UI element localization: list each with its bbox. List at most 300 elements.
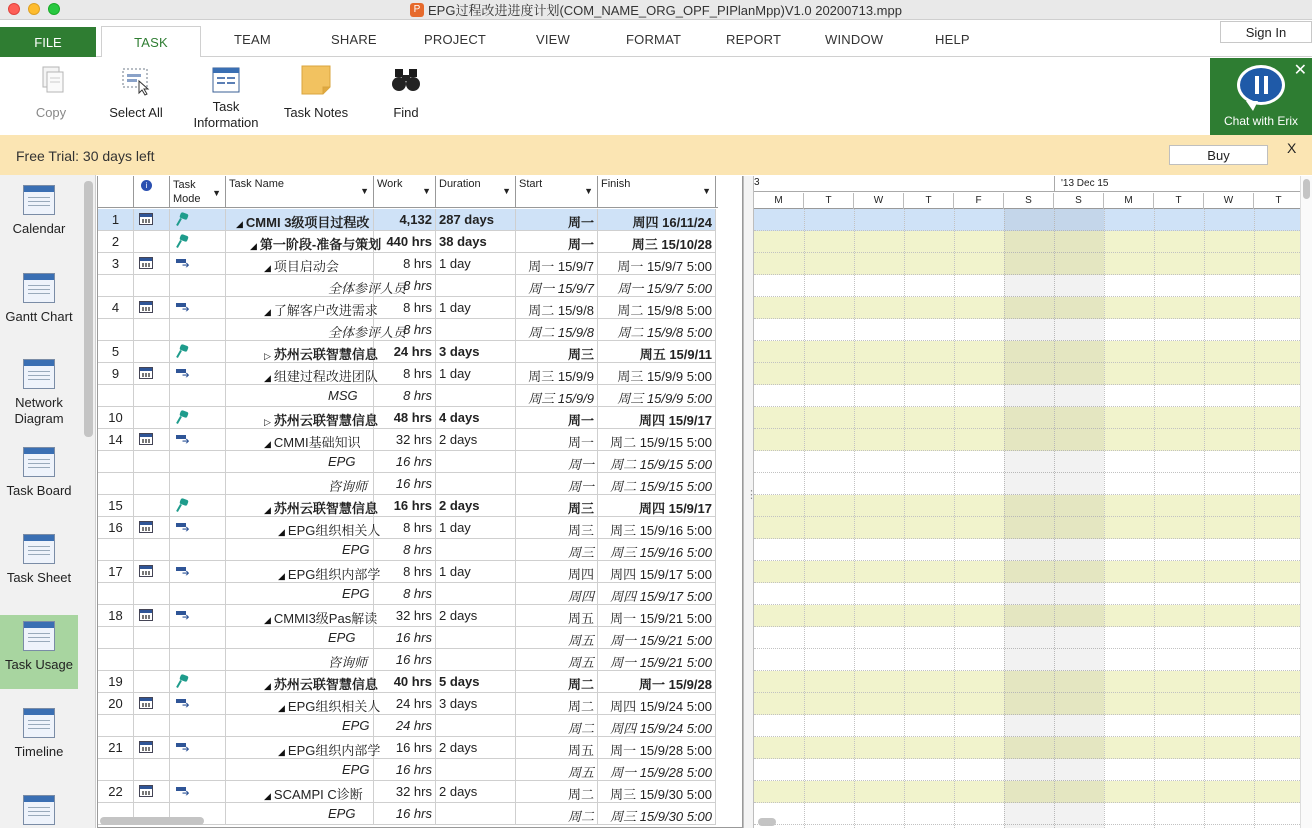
cell-indicators xyxy=(134,759,170,781)
vertical-scrollbar[interactable] xyxy=(1300,176,1312,828)
cell-task-name[interactable] xyxy=(226,385,374,407)
collapse-icon[interactable]: ◢ xyxy=(250,241,257,251)
cell-finish[interactable]: 周一 15/9/21 5:00 xyxy=(598,605,716,627)
cell-start[interactable]: 周一 xyxy=(516,231,598,253)
trial-banner xyxy=(0,135,1312,175)
cell-task-name[interactable] xyxy=(226,671,378,693)
cell-work[interactable]: 24 hrs xyxy=(374,693,436,715)
task-usage-icon xyxy=(23,621,55,651)
table-row[interactable] xyxy=(98,781,716,803)
cell-work[interactable]: 16 hrs xyxy=(374,451,436,473)
cell-task-name[interactable] xyxy=(226,275,407,297)
cell-finish[interactable]: 周四 15/9/24 5:00 xyxy=(598,715,716,737)
cell-duration[interactable]: 4 days xyxy=(436,407,516,429)
cell-work[interactable]: 48 hrs xyxy=(374,407,436,429)
close-window-button[interactable] xyxy=(8,3,20,15)
cell-task-name[interactable] xyxy=(226,231,382,253)
cell-task-name[interactable] xyxy=(226,407,378,429)
cell-start[interactable]: 周一 xyxy=(516,473,598,495)
cell-work[interactable]: 8 hrs xyxy=(374,253,436,275)
cell-start[interactable]: 周五 xyxy=(516,649,598,671)
chat-with-erix-button[interactable] xyxy=(1210,58,1312,135)
cell-duration[interactable] xyxy=(436,583,516,605)
header-id[interactable] xyxy=(98,176,134,208)
cell-duration[interactable]: 1 day xyxy=(436,253,516,275)
grid-horizontal-scrollbar[interactable] xyxy=(100,817,204,825)
cell-task-mode[interactable] xyxy=(170,539,226,561)
window-title xyxy=(410,0,902,19)
header-finish[interactable] xyxy=(598,176,716,208)
cell-finish[interactable]: 周二 15/9/15 5:00 xyxy=(598,473,716,495)
task-notes-label: Task Notes xyxy=(283,105,349,120)
cell-start[interactable]: 周三 xyxy=(516,539,598,561)
cell-task-name[interactable] xyxy=(226,759,374,781)
cell-duration[interactable]: 1 day xyxy=(436,561,516,583)
dropdown-arrow-icon[interactable]: ▼ xyxy=(212,188,221,198)
task-name-text: EPG组织相关人 xyxy=(287,523,381,538)
cell-task-mode[interactable] xyxy=(170,275,226,297)
table-row[interactable] xyxy=(98,297,716,319)
calendar-indicator-icon xyxy=(139,741,153,753)
cell-work[interactable]: 8 hrs xyxy=(374,561,436,583)
cell-duration[interactable] xyxy=(436,451,516,473)
cell-work[interactable]: 16 hrs xyxy=(374,737,436,759)
table-row[interactable] xyxy=(98,209,716,231)
table-row[interactable] xyxy=(98,407,716,429)
cell-start[interactable]: 周一 xyxy=(516,209,598,231)
cell-finish[interactable]: 周二 15/9/15 5:00 xyxy=(598,429,716,451)
cell-task-mode[interactable] xyxy=(170,583,226,605)
cell-task-mode[interactable] xyxy=(170,627,226,649)
cell-task-name[interactable] xyxy=(226,429,374,451)
header-indicators[interactable] xyxy=(134,176,170,208)
cell-task-mode[interactable] xyxy=(170,495,226,517)
table-row[interactable] xyxy=(98,319,716,341)
cell-finish[interactable]: 周四 15/9/17 xyxy=(598,407,716,429)
collapse-icon[interactable]: ◢ xyxy=(264,615,271,625)
collapse-icon[interactable]: ◢ xyxy=(264,373,271,383)
cell-finish[interactable]: 周一 15/9/7 5:00 xyxy=(598,253,716,275)
collapse-icon[interactable]: ◢ xyxy=(278,571,285,581)
cell-work[interactable]: 16 hrs xyxy=(374,473,436,495)
cell-duration[interactable] xyxy=(436,627,516,649)
table-row[interactable] xyxy=(98,693,716,715)
cell-task-name[interactable] xyxy=(226,693,381,715)
cell-work[interactable]: 16 hrs xyxy=(374,759,436,781)
task-name-text: 咨询师 xyxy=(328,479,368,494)
cell-work[interactable]: 16 hrs xyxy=(374,495,436,517)
table-row[interactable] xyxy=(98,231,716,253)
find-button[interactable] xyxy=(388,57,424,120)
cell-start[interactable]: 周五 xyxy=(516,627,598,649)
table-row[interactable] xyxy=(98,627,716,649)
cell-start[interactable]: 周二 xyxy=(516,803,598,825)
cell-start[interactable]: 周一 15/9/7 xyxy=(516,275,598,297)
cell-work[interactable]: 8 hrs xyxy=(374,363,436,385)
cell-task-name[interactable] xyxy=(226,803,374,825)
cell-indicators xyxy=(134,583,170,605)
cell-work[interactable]: 16 hrs xyxy=(374,627,436,649)
cell-finish[interactable]: 周三 15/9/9 5:00 xyxy=(598,385,716,407)
cell-task-mode[interactable] xyxy=(170,297,226,319)
cell-duration[interactable] xyxy=(436,275,516,297)
pane-splitter[interactable] xyxy=(743,176,754,828)
view-label: Task Board xyxy=(6,483,72,498)
view-label: Calendar xyxy=(12,221,66,236)
table-row[interactable] xyxy=(98,539,716,561)
header-task-name[interactable] xyxy=(226,176,374,208)
collapse-icon[interactable]: ◢ xyxy=(236,219,243,229)
cell-finish[interactable]: 周三 15/9/30 5:00 xyxy=(598,803,716,825)
cell-start[interactable]: 周三 xyxy=(516,495,598,517)
auto-scheduled-icon xyxy=(176,302,192,314)
view-task-usage[interactable] xyxy=(0,615,78,689)
cell-finish[interactable]: 周一 15/9/21 5:00 xyxy=(598,649,716,671)
header-duration[interactable] xyxy=(436,176,516,208)
cell-task-name[interactable] xyxy=(226,451,374,473)
cell-task-name[interactable] xyxy=(226,649,374,671)
cell-finish[interactable]: 周三 15/9/16 5:00 xyxy=(598,539,716,561)
cell-work[interactable]: 16 hrs xyxy=(374,649,436,671)
cell-id: 3 xyxy=(98,253,134,275)
cell-work[interactable]: 32 hrs xyxy=(374,605,436,627)
cell-duration[interactable]: 287 days xyxy=(436,209,516,231)
cell-start[interactable]: 周三 xyxy=(516,341,598,363)
window-controls xyxy=(8,3,60,15)
cell-task-mode[interactable] xyxy=(170,715,226,737)
cell-finish[interactable]: 周二 15/9/8 5:00 xyxy=(598,297,716,319)
tab-file[interactable]: FILE xyxy=(0,27,96,57)
cell-task-mode[interactable] xyxy=(170,407,226,429)
cell-task-mode[interactable] xyxy=(170,341,226,363)
cell-finish[interactable]: 周一 15/9/7 5:00 xyxy=(598,275,716,297)
select-all-button[interactable] xyxy=(108,57,164,120)
view-more[interactable] xyxy=(0,785,78,828)
auto-scheduled-icon xyxy=(176,522,192,534)
sign-in-button[interactable]: Sign In xyxy=(1220,21,1312,43)
cell-task-mode[interactable] xyxy=(170,649,226,671)
cell-work[interactable]: 32 hrs xyxy=(374,781,436,803)
cell-duration[interactable]: 3 days xyxy=(436,693,516,715)
cell-id: 18 xyxy=(98,605,134,627)
cell-duration[interactable]: 2 days xyxy=(436,605,516,627)
cell-start[interactable]: 周五 xyxy=(516,605,598,627)
cell-id xyxy=(98,473,134,495)
cell-start[interactable]: 周三 15/9/9 xyxy=(516,363,598,385)
cell-task-name[interactable] xyxy=(226,297,378,319)
cell-id: 22 xyxy=(98,781,134,803)
cell-task-name[interactable] xyxy=(226,627,374,649)
timescale-day: S xyxy=(1004,193,1054,209)
cell-work[interactable]: 8 hrs xyxy=(374,539,436,561)
collapse-icon[interactable]: ◢ xyxy=(278,703,285,713)
cell-start[interactable]: 周二 xyxy=(516,715,598,737)
task-information-button[interactable] xyxy=(191,57,261,131)
cell-indicators xyxy=(134,319,170,341)
header-work[interactable] xyxy=(374,176,436,208)
auto-scheduled-icon xyxy=(176,434,192,446)
cell-duration[interactable]: 2 days xyxy=(436,737,516,759)
cell-work[interactable]: 8 hrs xyxy=(374,583,436,605)
cell-task-mode[interactable] xyxy=(170,319,226,341)
chat-close-icon[interactable]: ✕ xyxy=(1293,62,1307,79)
cell-task-name[interactable] xyxy=(226,605,378,627)
cell-start[interactable]: 周二 xyxy=(516,693,598,715)
copy-button[interactable] xyxy=(31,57,71,120)
cell-duration[interactable]: 38 days xyxy=(436,231,516,253)
collapse-icon[interactable]: ◢ xyxy=(264,681,271,691)
collapse-icon[interactable]: ◢ xyxy=(278,747,285,757)
table-row[interactable] xyxy=(98,495,716,517)
cell-finish[interactable]: 周四 15/9/17 5:00 xyxy=(598,583,716,605)
cell-start[interactable]: 周二 15/9/8 xyxy=(516,319,598,341)
cell-task-name[interactable] xyxy=(226,319,407,341)
cell-finish[interactable]: 周三 15/9/9 5:00 xyxy=(598,363,716,385)
cell-finish[interactable]: 周一 15/9/28 5:00 xyxy=(598,737,716,759)
table-row[interactable] xyxy=(98,737,716,759)
trial-close-button[interactable]: X xyxy=(1287,140,1297,156)
cell-work[interactable]: 24 hrs xyxy=(374,341,436,363)
cell-duration[interactable]: 2 days xyxy=(436,495,516,517)
cell-work[interactable]: 8 hrs xyxy=(374,517,436,539)
cell-task-name[interactable] xyxy=(226,583,374,605)
cell-start[interactable]: 周一 xyxy=(516,407,598,429)
timescale-bottom-tier xyxy=(754,193,1300,209)
cell-work[interactable]: 16 hrs xyxy=(374,803,436,825)
cell-task-name[interactable] xyxy=(226,341,378,363)
tab-project[interactable]: PROJECT xyxy=(424,32,487,47)
dropdown-arrow-icon[interactable]: ▼ xyxy=(360,186,369,196)
cell-work[interactable]: 8 hrs xyxy=(374,275,436,297)
cell-task-name[interactable] xyxy=(226,473,374,495)
cell-task-name[interactable] xyxy=(226,737,381,759)
tab-team[interactable]: TEAM xyxy=(234,32,271,47)
cell-duration[interactable]: 5 days xyxy=(436,671,516,693)
cell-start[interactable]: 周三 15/9/9 xyxy=(516,385,598,407)
task-notes-button[interactable] xyxy=(283,57,349,120)
table-row[interactable] xyxy=(98,429,716,451)
cell-finish[interactable]: 周一 15/9/28 xyxy=(598,671,716,693)
cell-indicators xyxy=(134,451,170,473)
table-row[interactable] xyxy=(98,275,716,297)
cell-task-mode[interactable] xyxy=(170,781,226,803)
network-diagram-icon xyxy=(23,359,55,389)
cell-id: 1 xyxy=(98,209,134,231)
tab-help[interactable]: HELP xyxy=(935,32,970,47)
table-row[interactable] xyxy=(98,561,716,583)
cell-finish[interactable]: 周三 15/9/30 5:00 xyxy=(598,781,716,803)
cell-work[interactable]: 8 hrs xyxy=(374,385,436,407)
view-gantt-chart[interactable] xyxy=(0,263,78,349)
cell-duration[interactable] xyxy=(436,473,516,495)
cell-duration[interactable] xyxy=(436,715,516,737)
tab-view[interactable]: VIEW xyxy=(536,32,571,47)
cell-task-mode[interactable] xyxy=(170,517,226,539)
cell-duration[interactable]: 2 days xyxy=(436,429,516,451)
dropdown-arrow-icon[interactable]: ▼ xyxy=(422,186,431,196)
table-row[interactable] xyxy=(98,649,716,671)
cell-work[interactable]: 8 hrs xyxy=(374,297,436,319)
cell-task-mode[interactable] xyxy=(170,429,226,451)
collapse-icon[interactable]: ◢ xyxy=(264,505,271,515)
cell-task-name[interactable] xyxy=(226,561,381,583)
timescale-day: M xyxy=(1104,193,1154,209)
tab-report[interactable]: REPORT xyxy=(726,32,782,47)
cell-finish[interactable]: 周一 15/9/28 5:00 xyxy=(598,759,716,781)
collapse-icon[interactable]: ◢ xyxy=(264,791,271,801)
table-row[interactable] xyxy=(98,583,716,605)
cell-finish[interactable]: 周四 15/9/24 5:00 xyxy=(598,693,716,715)
cell-duration[interactable] xyxy=(436,803,516,825)
cell-start[interactable]: 周二 xyxy=(516,671,598,693)
view-calendar[interactable] xyxy=(0,175,78,261)
zoom-window-button[interactable] xyxy=(48,3,60,15)
cell-work[interactable]: 32 hrs xyxy=(374,429,436,451)
cell-start[interactable]: 周一 xyxy=(516,451,598,473)
tab-format[interactable]: FORMAT xyxy=(626,32,682,47)
tab-task[interactable]: TASK xyxy=(101,26,201,58)
cell-task-name[interactable] xyxy=(226,715,374,737)
cell-task-mode[interactable] xyxy=(170,451,226,473)
cell-task-mode[interactable] xyxy=(170,759,226,781)
cell-indicators xyxy=(134,253,170,275)
dropdown-arrow-icon[interactable]: ▼ xyxy=(502,186,511,196)
cell-task-mode[interactable] xyxy=(170,473,226,495)
cell-finish[interactable]: 周三 15/10/28 xyxy=(598,231,716,253)
task-name-text: 全体参评人员 xyxy=(328,281,407,296)
dropdown-arrow-icon[interactable]: ▼ xyxy=(702,186,711,196)
cell-duration[interactable] xyxy=(436,649,516,671)
cell-finish[interactable]: 周三 15/9/16 5:00 xyxy=(598,517,716,539)
cell-id xyxy=(98,319,134,341)
cell-duration[interactable]: 1 day xyxy=(436,363,516,385)
cell-start[interactable]: 周四 xyxy=(516,583,598,605)
cell-work[interactable]: 4,132 xyxy=(374,209,436,231)
table-row[interactable] xyxy=(98,715,716,737)
day-gridline xyxy=(1154,209,1155,828)
ribbon-toolbar xyxy=(0,57,1312,135)
table-row[interactable] xyxy=(98,253,716,275)
expand-icon[interactable]: ▷ xyxy=(264,417,271,427)
cell-task-mode[interactable] xyxy=(170,231,226,253)
cell-id: 9 xyxy=(98,363,134,385)
cell-start[interactable]: 周五 xyxy=(516,759,598,781)
cell-id xyxy=(98,627,134,649)
cell-finish[interactable]: 周四 15/9/17 5:00 xyxy=(598,561,716,583)
cell-task-name[interactable] xyxy=(226,539,374,561)
cell-task-name[interactable] xyxy=(226,253,374,275)
tab-share[interactable]: SHARE xyxy=(331,32,377,47)
chat-label: Chat with Erix xyxy=(1223,114,1299,128)
cell-work[interactable]: 24 hrs xyxy=(374,715,436,737)
cell-work[interactable]: 440 hrs xyxy=(374,231,436,253)
cell-task-mode[interactable] xyxy=(170,209,226,231)
table-row[interactable] xyxy=(98,385,716,407)
table-row[interactable] xyxy=(98,341,716,363)
collapse-icon[interactable]: ◢ xyxy=(264,439,271,449)
cell-task-mode[interactable] xyxy=(170,605,226,627)
cell-finish[interactable]: 周四 16/11/24 xyxy=(598,209,716,231)
cell-finish[interactable]: 周一 15/9/21 5:00 xyxy=(598,627,716,649)
table-row[interactable] xyxy=(98,363,716,385)
views-scrollbar[interactable] xyxy=(84,181,93,437)
cell-work[interactable]: 8 hrs xyxy=(374,319,436,341)
cell-task-name[interactable] xyxy=(226,495,378,517)
cell-duration[interactable] xyxy=(436,319,516,341)
cell-finish[interactable]: 周四 15/9/17 xyxy=(598,495,716,517)
collapse-icon[interactable]: ◢ xyxy=(264,263,271,273)
manually-scheduled-pin-icon xyxy=(177,213,189,225)
cell-duration[interactable] xyxy=(436,385,516,407)
view-task-sheet[interactable] xyxy=(0,524,78,610)
cell-start[interactable]: 周三 xyxy=(516,517,598,539)
cell-duration[interactable] xyxy=(436,759,516,781)
cell-task-name[interactable] xyxy=(226,517,381,539)
cell-work[interactable]: 40 hrs xyxy=(374,671,436,693)
expand-icon[interactable]: ▷ xyxy=(264,351,271,361)
header-start[interactable] xyxy=(516,176,598,208)
cell-start[interactable]: 周一 15/9/7 xyxy=(516,253,598,275)
cell-task-name[interactable] xyxy=(226,363,378,385)
header-task-mode[interactable] xyxy=(170,176,226,208)
cell-finish[interactable]: 周五 15/9/11 xyxy=(598,341,716,363)
cell-finish[interactable]: 周二 15/9/8 5:00 xyxy=(598,319,716,341)
task-name-text: 苏州云联智慧信息 xyxy=(273,501,378,516)
table-row[interactable] xyxy=(98,451,716,473)
table-row[interactable] xyxy=(98,605,716,627)
cell-duration[interactable]: 2 days xyxy=(436,781,516,803)
cell-duration[interactable]: 1 day xyxy=(436,297,516,319)
tab-window[interactable]: WINDOW xyxy=(825,32,884,47)
cell-indicators xyxy=(134,627,170,649)
table-row[interactable] xyxy=(98,517,716,539)
cell-duration[interactable]: 3 days xyxy=(436,341,516,363)
collapse-icon[interactable]: ◢ xyxy=(264,307,271,317)
cell-task-mode[interactable] xyxy=(170,693,226,715)
table-row[interactable] xyxy=(98,473,716,495)
cell-start[interactable]: 周二 xyxy=(516,781,598,803)
cell-task-mode[interactable] xyxy=(170,253,226,275)
cell-start[interactable]: 周二 15/9/8 xyxy=(516,297,598,319)
cell-task-name[interactable] xyxy=(226,209,374,231)
cell-finish[interactable]: 周二 15/9/15 5:00 xyxy=(598,451,716,473)
cell-start[interactable]: 周五 xyxy=(516,737,598,759)
cell-task-name[interactable] xyxy=(226,781,374,803)
task-information-label: Task Information xyxy=(193,99,259,130)
table-row[interactable] xyxy=(98,671,716,693)
table-row[interactable] xyxy=(98,759,716,781)
task-notes-icon xyxy=(299,63,333,97)
cell-start[interactable]: 周四 xyxy=(516,561,598,583)
dropdown-arrow-icon[interactable]: ▼ xyxy=(584,186,593,196)
auto-scheduled-icon xyxy=(176,610,192,622)
cell-duration[interactable] xyxy=(436,539,516,561)
task-name-text: 苏州云联智慧信息 xyxy=(273,413,378,428)
buy-button[interactable]: Buy xyxy=(1169,145,1268,165)
cell-task-mode[interactable] xyxy=(170,385,226,407)
cell-task-mode[interactable] xyxy=(170,561,226,583)
cell-task-mode[interactable] xyxy=(170,737,226,759)
view-task-board[interactable] xyxy=(0,437,78,523)
cell-duration[interactable]: 1 day xyxy=(436,517,516,539)
view-network-diagram[interactable] xyxy=(0,349,78,441)
cell-task-mode[interactable] xyxy=(170,671,226,693)
view-timeline[interactable] xyxy=(0,698,78,784)
collapse-icon[interactable]: ◢ xyxy=(278,527,285,537)
cell-task-mode[interactable] xyxy=(170,363,226,385)
minimize-window-button[interactable] xyxy=(28,3,40,15)
cell-start[interactable]: 周一 xyxy=(516,429,598,451)
